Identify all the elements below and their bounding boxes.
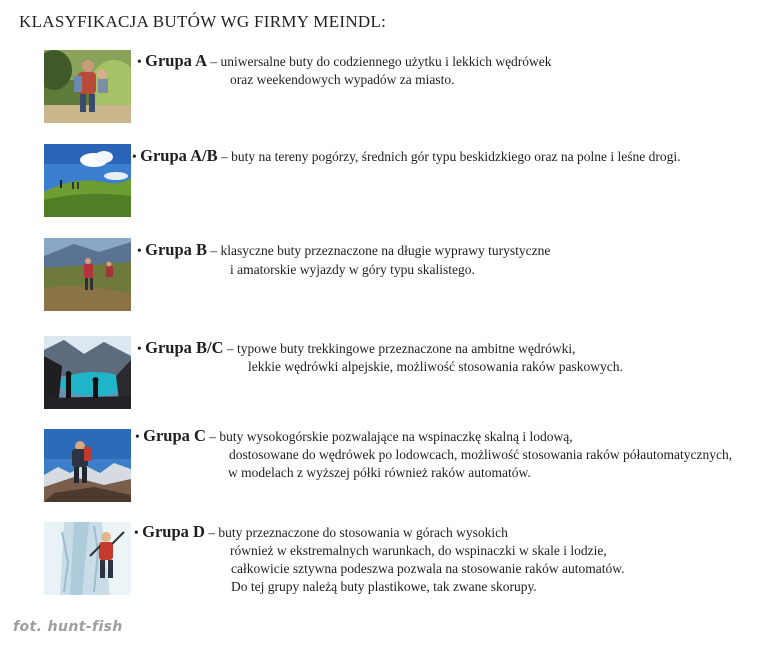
alpine-lake-photo (44, 336, 131, 409)
group-c-line-3: w modelach z wyższej półki również raków automatów. (228, 465, 531, 480)
group-b-line-2: i amatorskie wyjazdy w góry typu skalistego. (230, 262, 475, 277)
group-ab-label: Grupa A/B (140, 146, 218, 165)
group-d-line-4: Do tej grupy należą buty plastikowe, tak zwane skorupy. (231, 579, 537, 594)
page-title: KLASYFIKACJA BUTÓW WG FIRMY MEINDL: (19, 12, 387, 31)
photo-credit-watermark: fot. hunt-fish (13, 619, 123, 635)
mountaineer-on-rocks-photo (44, 429, 131, 502)
group-d-label: Grupa D (142, 522, 205, 541)
ice-climber-photo (44, 522, 131, 595)
hikers-in-bushes-photo (44, 50, 131, 123)
group-bc-line-2: lekkie wędrówki alpejskie, możliwość stosowania raków paskowych. (248, 359, 623, 374)
group-a-line-1: • Grupa A – uniwersalne buty do codziennego użytku i lekkich wędrówek (137, 51, 552, 70)
group-d-line-3: całkowicie sztywna podeszwa pozwala na stosowanie raków automatów. (231, 561, 625, 576)
group-c-label: Grupa C (143, 426, 206, 445)
hikers-on-mountain-trail-photo (44, 238, 131, 311)
group-b-line-1: • Grupa B – klasyczne buty przeznaczone na długie wyprawy turystyczne (137, 240, 551, 259)
hikers-on-green-hill-photo (44, 144, 131, 217)
group-d-line-1: • Grupa D – buty przeznaczone do stosowania w górach wysokich (134, 522, 508, 541)
group-c-line-1: • Grupa C – buty wysokogórskie pozwalające na wspinaczkę skalną i lodową, (135, 426, 573, 445)
group-d-line-2: również w ekstremalnych warunkach, do wspinaczki w skale i lodzie, (230, 543, 607, 558)
group-ab-line-1: • Grupa A/B – buty na tereny pogórzy, średnich gór typu beskidzkiego oraz na polne i leśne drogi. (132, 146, 681, 165)
group-a-line-2: oraz weekendowych wypadów za miasto. (230, 72, 455, 87)
group-bc-line-1: • Grupa B/C – typowe buty trekkingowe przeznaczone na ambitne wędrówki, (137, 338, 576, 357)
group-c-line-2: dostosowane do wędrówek po lodowcach, możliwość stosowania raków półautomatycznych, (229, 447, 733, 462)
group-bc-label: Grupa B/C (145, 338, 224, 357)
group-a-label: Grupa A (145, 51, 208, 70)
group-b-label: Grupa B (145, 240, 208, 259)
